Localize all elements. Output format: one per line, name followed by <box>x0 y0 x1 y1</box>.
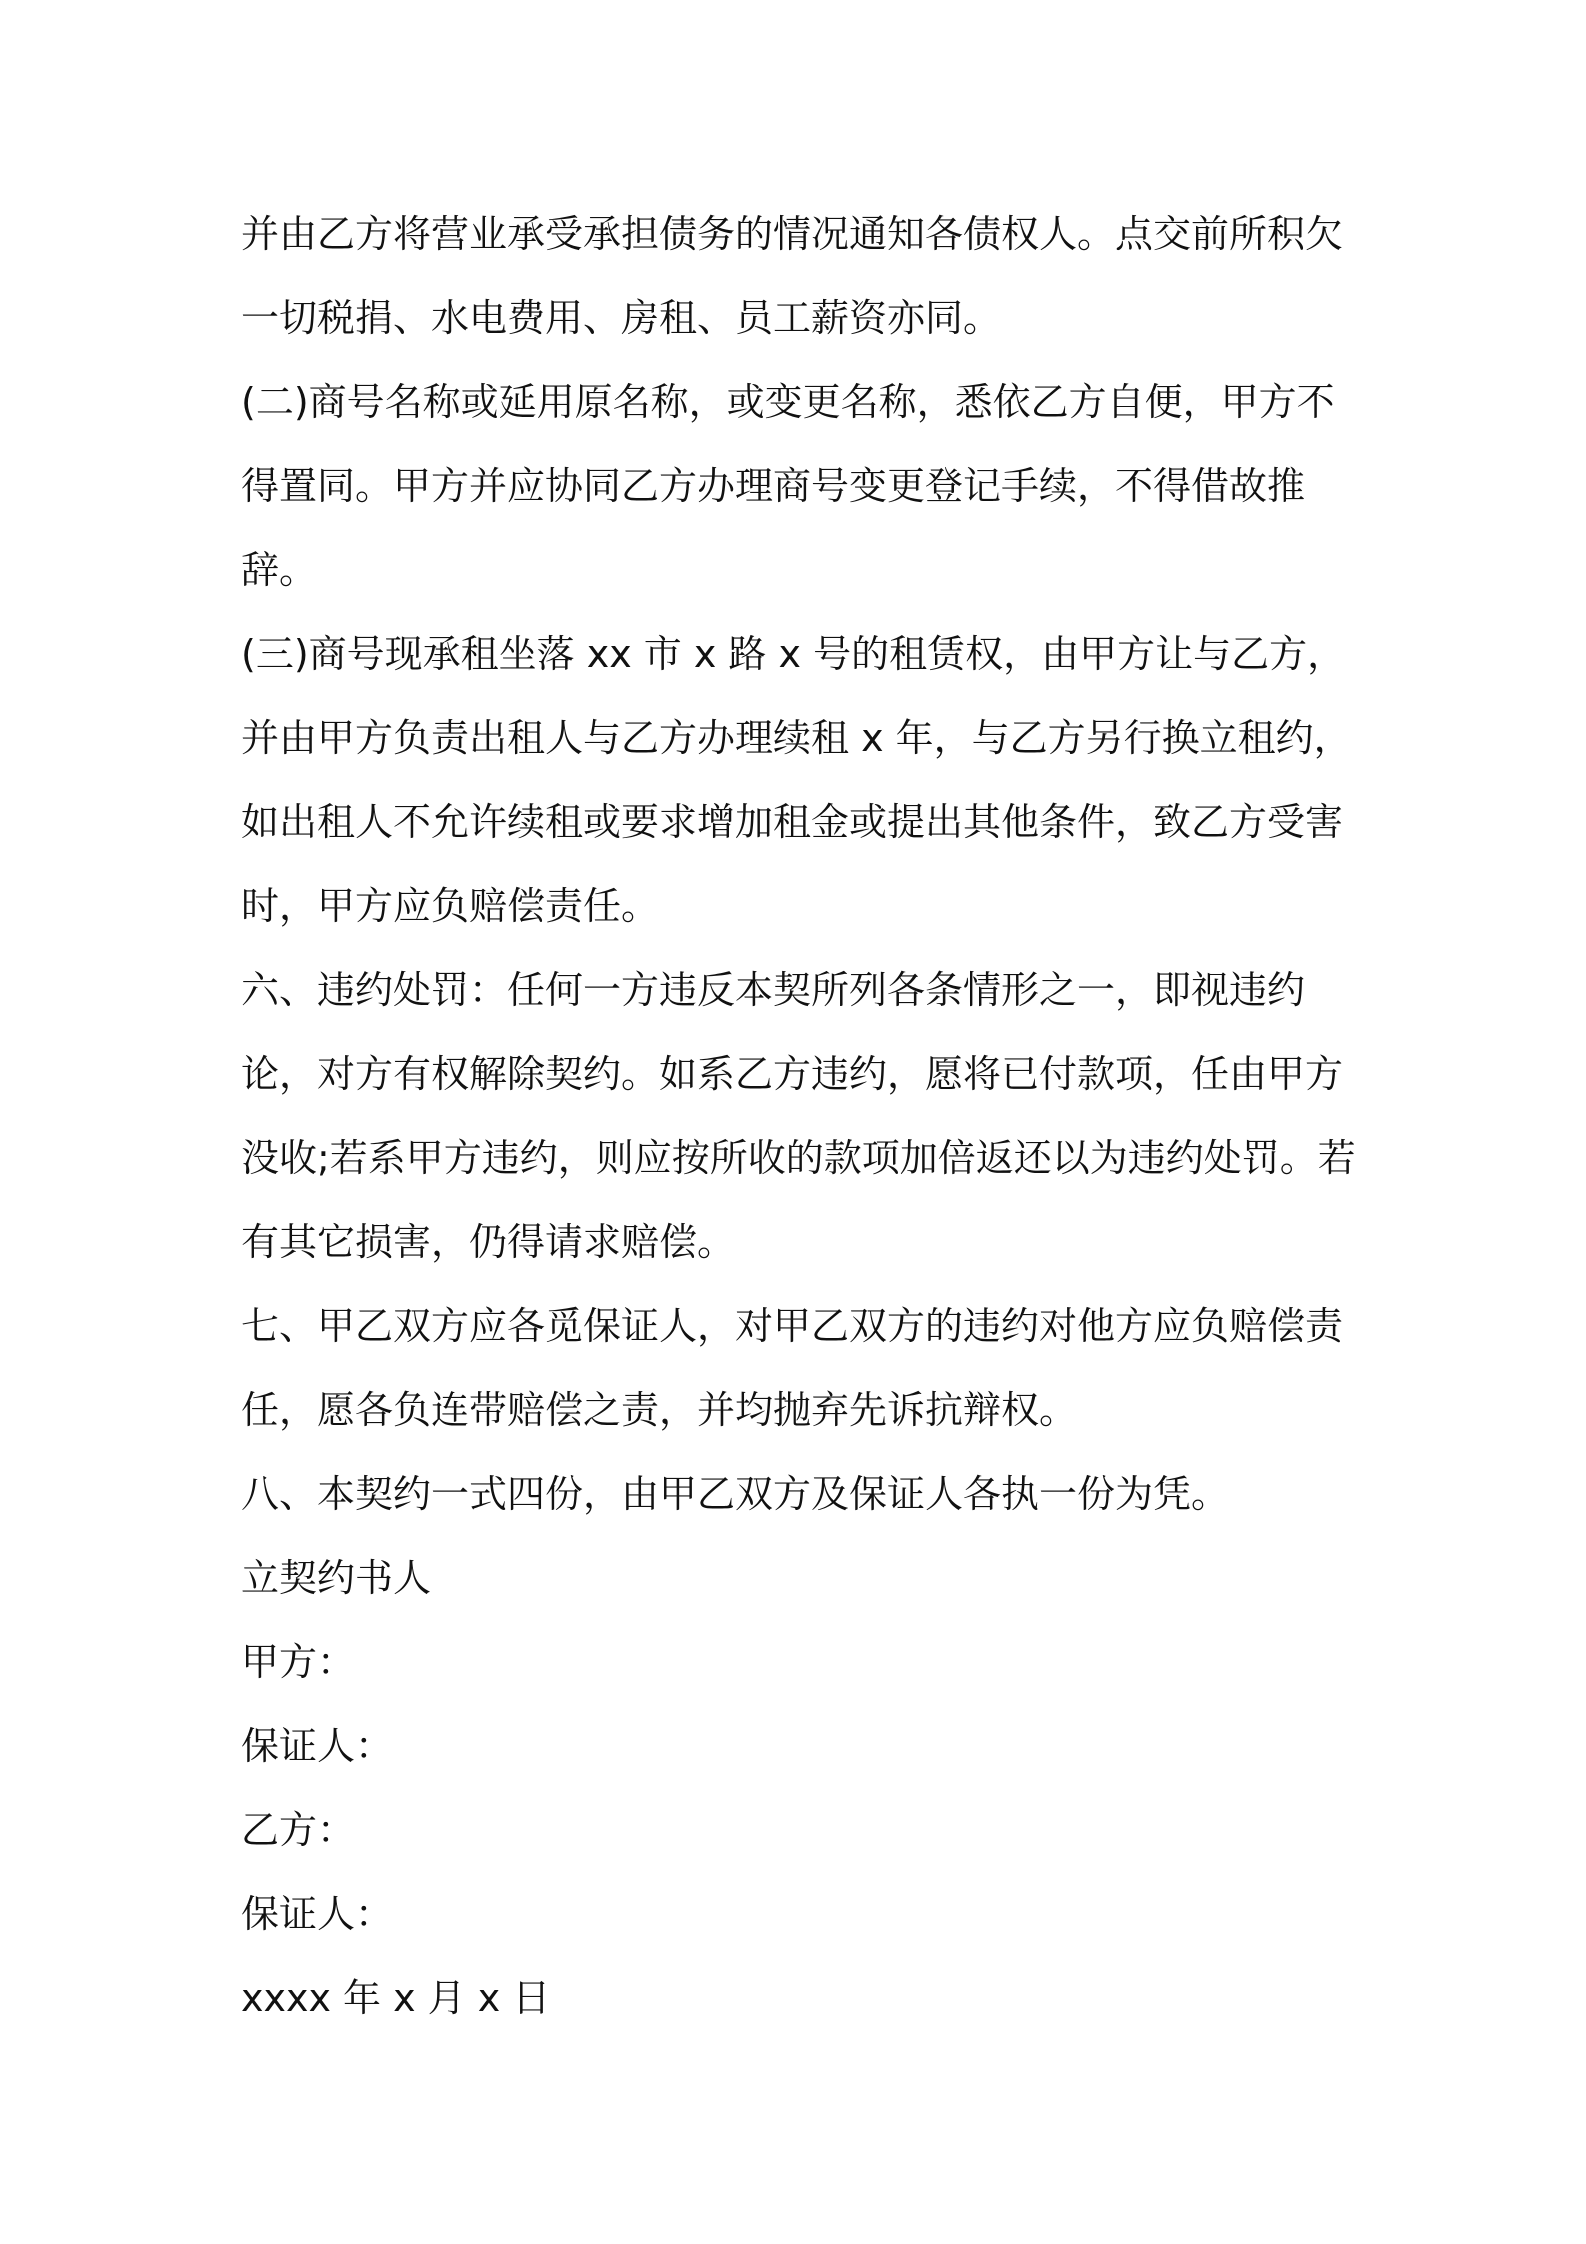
signature-party-a: 甲方： <box>241 1640 356 1684</box>
signature-heading: 立契约书人 <box>241 1556 432 1600</box>
paragraph-guarantors: 七、甲乙双方应各觅保证人，对甲乙双方的违约对他方应负赔偿责任，愿各负连带赔偿之责，并均抛弃先诉抗辩权。 <box>241 1304 1344 1432</box>
paragraph-trade-name: (二)商号名称或延用原名称，或变更名称，悉依乙方自便，甲方不得置同。甲方并应协同乙方办理商号变更登记手续，不得借故推辞。 <box>241 380 1335 592</box>
paragraph-lease-rights: (三)商号现承租坐落 xx 市 x 路 x 号的租赁权，由甲方让与乙方，并由甲方负责出租人与乙方办理续租 x 年，与乙方另行换立租约，如出租人不允许续租或要求增加租金或提出其他条件，致乙方受害时，甲方应负赔偿责任。 <box>241 632 1352 928</box>
signature-guarantor-b: 保证人： <box>241 1892 394 1936</box>
paragraph-breach-penalty: 六、违约处罚：任何一方违反本契所列各条情形之一，即视违约论，对方有权解除契约。如系乙方违约，愿将已付款项，任由甲方没收;若系甲方违约，则应按所收的款项加倍返还以为违约处罚。若有其它损害，仍得请求赔偿。 <box>241 968 1356 1264</box>
signature-date: xxxx 年 x 月 x 日 <box>241 1976 551 2020</box>
paragraph-copies: 八、本契约一式四份，由甲乙双方及保证人各执一份为凭。 <box>241 1472 1230 1516</box>
signature-party-b: 乙方： <box>241 1808 356 1852</box>
paragraph-debt-notice: 并由乙方将营业承受承担债务的情况通知各债权人。点交前所积欠一切税捐、水电费用、房租、员工薪资亦同。 <box>241 212 1344 340</box>
document-body <box>241 192 1361 2040</box>
signature-guarantor-a: 保证人： <box>241 1724 394 1768</box>
